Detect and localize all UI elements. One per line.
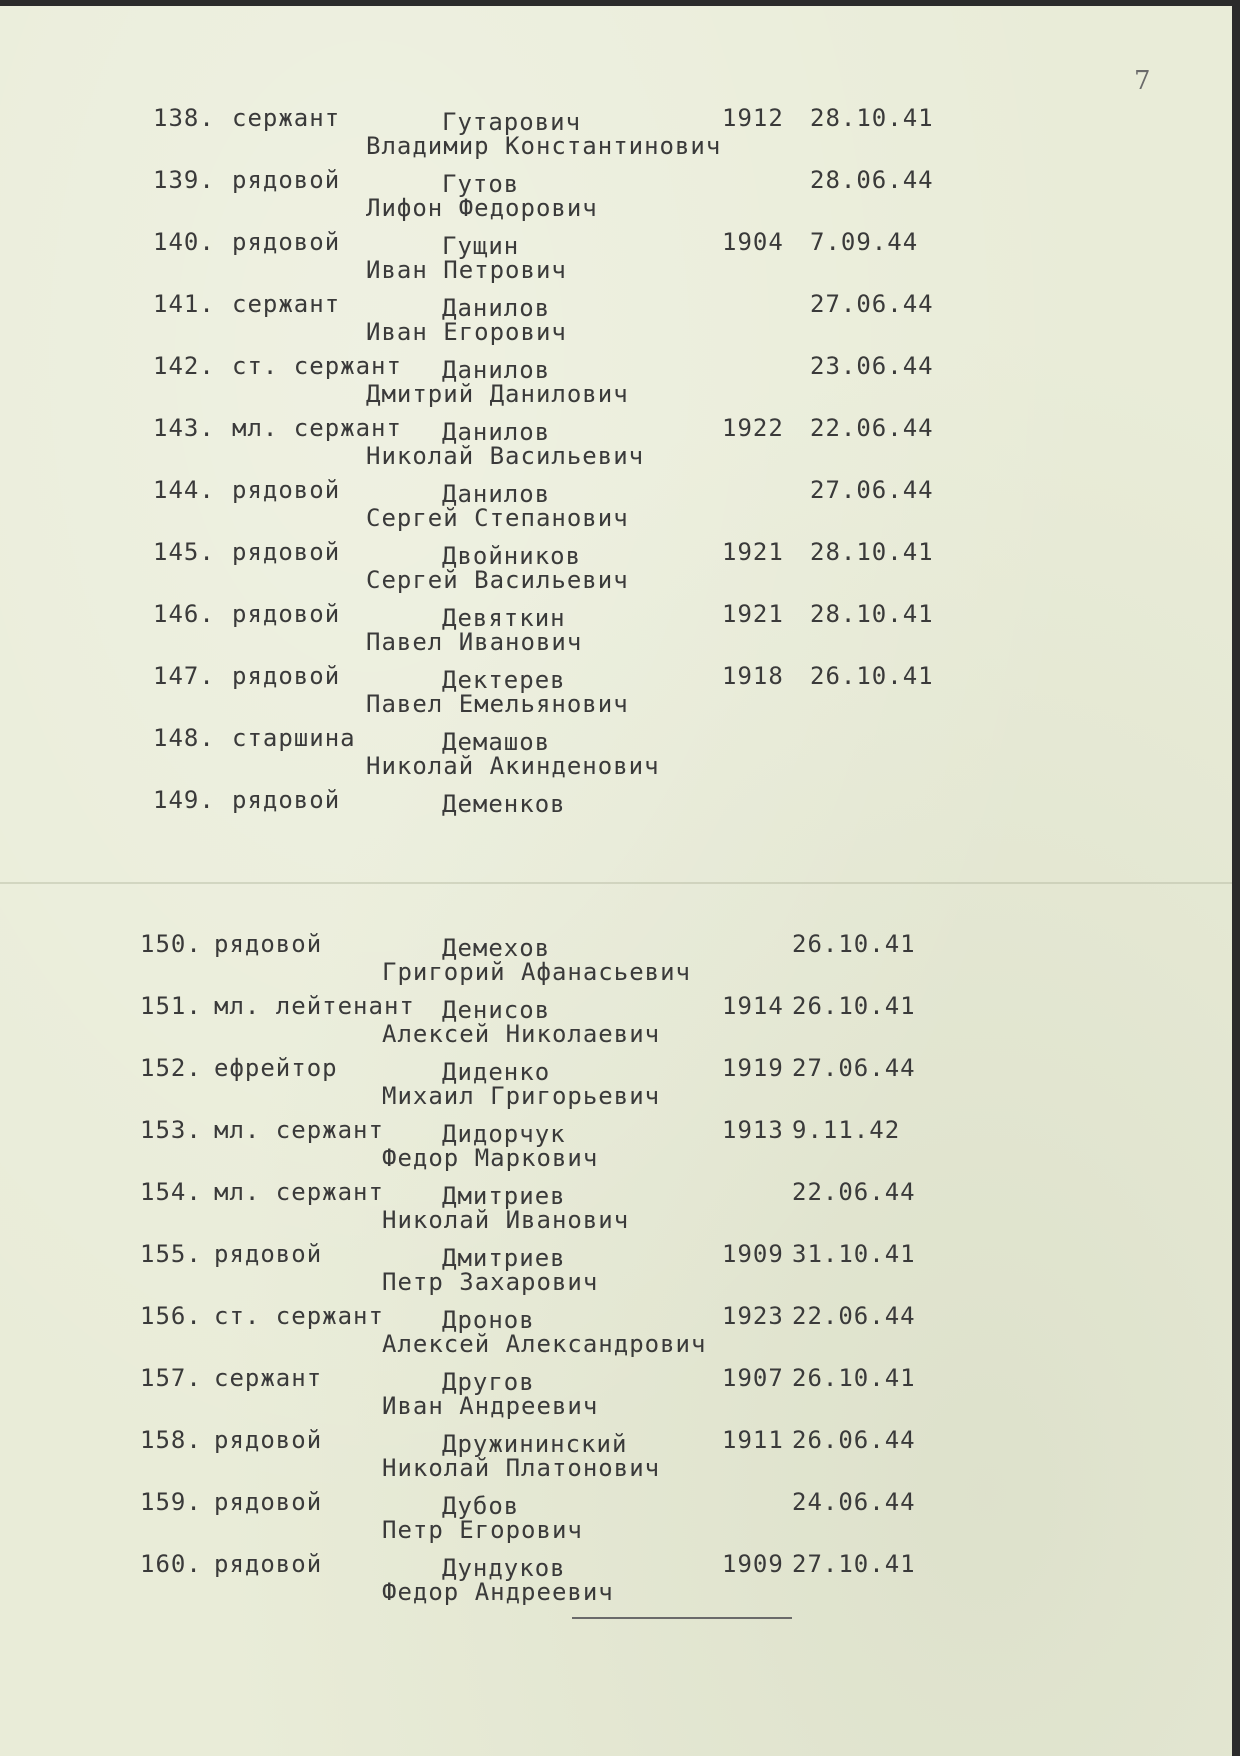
entry-surname: Данилов	[442, 356, 551, 384]
entry-birth-year: 1914	[722, 992, 784, 1020]
list-item	[0, 1178, 1232, 1234]
list-item	[0, 786, 1232, 842]
page-number: 7	[1134, 66, 1151, 96]
entry-number: 157.	[140, 1364, 202, 1392]
entry-number: 146.	[153, 600, 215, 628]
entry-rank: рядовой	[232, 228, 341, 256]
list-item	[0, 662, 1232, 718]
entry-date: 28.10.41	[810, 104, 934, 132]
list-item	[0, 104, 1232, 160]
entry-number: 147.	[153, 662, 215, 690]
entry-birth-year: 1921	[722, 600, 784, 628]
entry-birth-year: 1909	[722, 1550, 784, 1578]
entry-given-name: Григорий Афанасьевич	[382, 958, 691, 986]
entry-given-name: Сергей Васильевич	[366, 566, 629, 594]
entry-rank: ст. сержант	[232, 352, 402, 380]
page-fold-line	[0, 882, 1232, 884]
entry-given-name: Алексей Александрович	[382, 1330, 707, 1358]
entry-surname: Дружининский	[442, 1430, 628, 1458]
entry-rank: рядовой	[214, 1550, 323, 1578]
list-item	[0, 352, 1232, 408]
entry-rank: мл. лейтенант	[214, 992, 415, 1020]
entry-rank: сержант	[214, 1364, 323, 1392]
entry-given-name: Петр Егорович	[382, 1516, 583, 1544]
entry-number: 144.	[153, 476, 215, 504]
entry-rank: рядовой	[232, 600, 341, 628]
entry-given-name: Дмитрий Данилович	[366, 380, 629, 408]
entry-given-name: Николай Васильевич	[366, 442, 645, 470]
entry-birth-year: 1911	[722, 1426, 784, 1454]
entry-surname: Диденко	[442, 1058, 551, 1086]
entry-surname: Демехов	[442, 934, 551, 962]
entry-date: 27.06.44	[792, 1054, 916, 1082]
entry-number: 153.	[140, 1116, 202, 1144]
entry-birth-year: 1922	[722, 414, 784, 442]
entry-rank: рядовой	[232, 538, 341, 566]
list-item	[0, 1550, 1232, 1606]
entry-number: 151.	[140, 992, 202, 1020]
list-item	[0, 600, 1232, 656]
list-item	[0, 290, 1232, 346]
entry-birth-year: 1923	[722, 1302, 784, 1330]
entry-surname: Дундуков	[442, 1554, 566, 1582]
entry-given-name: Сергей Степанович	[366, 504, 629, 532]
entry-number: 149.	[153, 786, 215, 814]
entry-given-name: Алексей Николаевич	[382, 1020, 661, 1048]
entry-surname: Девяткин	[442, 604, 566, 632]
entry-birth-year: 1912	[722, 104, 784, 132]
entry-given-name: Николай Акинденович	[366, 752, 660, 780]
list-item	[0, 1240, 1232, 1296]
entry-date: 22.06.44	[792, 1302, 916, 1330]
entry-date: 26.06.44	[792, 1426, 916, 1454]
entry-surname: Гутов	[442, 170, 520, 198]
entry-surname: Дидорчук	[442, 1120, 566, 1148]
entry-date: 23.06.44	[810, 352, 934, 380]
entry-number: 150.	[140, 930, 202, 958]
entry-rank: ефрейтор	[214, 1054, 338, 1082]
entry-given-name: Федор Андреевич	[382, 1578, 614, 1606]
entry-number: 142.	[153, 352, 215, 380]
entry-number: 148.	[153, 724, 215, 752]
entry-surname: Дронов	[442, 1306, 535, 1334]
entry-rank: сержант	[232, 104, 341, 132]
entry-date: 28.10.41	[810, 538, 934, 566]
entry-rank: старшина	[232, 724, 356, 752]
list-item	[0, 1488, 1232, 1544]
entry-rank: мл. сержант	[232, 414, 402, 442]
list-item	[0, 476, 1232, 532]
entry-given-name: Владимир Константинович	[366, 132, 722, 160]
entry-rank: рядовой	[232, 166, 341, 194]
entry-given-name: Николай Платонович	[382, 1454, 661, 1482]
list-item	[0, 1302, 1232, 1358]
entry-rank: рядовой	[232, 786, 341, 814]
list-item	[0, 166, 1232, 222]
entry-number: 158.	[140, 1426, 202, 1454]
entry-given-name: Иван Егорович	[366, 318, 567, 346]
entry-surname: Деменков	[442, 790, 566, 818]
entry-number: 140.	[153, 228, 215, 256]
list-item	[0, 228, 1232, 284]
list-item	[0, 1426, 1232, 1482]
list-item	[0, 414, 1232, 470]
entry-number: 143.	[153, 414, 215, 442]
entry-given-name: Лифон Федорович	[366, 194, 598, 222]
entry-surname: Гутарович	[442, 108, 582, 136]
entry-rank: рядовой	[214, 1240, 323, 1268]
entry-surname: Данилов	[442, 294, 551, 322]
entry-given-name: Павел Иванович	[366, 628, 583, 656]
entry-surname: Дектерев	[442, 666, 566, 694]
entry-rank: мл. сержант	[214, 1178, 384, 1206]
entry-date: 26.10.41	[792, 1364, 916, 1392]
entry-date: 28.06.44	[810, 166, 934, 194]
entry-given-name: Иван Петрович	[366, 256, 567, 284]
entry-birth-year: 1909	[722, 1240, 784, 1268]
entry-given-name: Николай Иванович	[382, 1206, 630, 1234]
entry-date: 26.10.41	[810, 662, 934, 690]
entry-date: 27.06.44	[810, 476, 934, 504]
entry-rank: рядовой	[214, 1426, 323, 1454]
entry-given-name: Иван Андреевич	[382, 1392, 599, 1420]
entry-number: 154.	[140, 1178, 202, 1206]
entry-number: 138.	[153, 104, 215, 132]
entry-surname: Данилов	[442, 418, 551, 446]
entry-rank: рядовой	[214, 930, 323, 958]
entry-date: 31.10.41	[792, 1240, 916, 1268]
list-item	[0, 1054, 1232, 1110]
entry-birth-year: 1919	[722, 1054, 784, 1082]
entry-rank: сержант	[232, 290, 341, 318]
entry-rank: мл. сержант	[214, 1116, 384, 1144]
entry-birth-year: 1907	[722, 1364, 784, 1392]
entry-date: 22.06.44	[792, 1178, 916, 1206]
entry-given-name: Петр Захарович	[382, 1268, 599, 1296]
entry-number: 156.	[140, 1302, 202, 1330]
entry-number: 145.	[153, 538, 215, 566]
entry-date: 24.06.44	[792, 1488, 916, 1516]
entry-surname: Гущин	[442, 232, 520, 260]
entry-date: 9.11.42	[792, 1116, 901, 1144]
entry-birth-year: 1918	[722, 662, 784, 690]
closing-underline	[572, 1617, 792, 1619]
entry-surname: Двойников	[442, 542, 582, 570]
list-item	[0, 930, 1232, 986]
list-item	[0, 992, 1232, 1048]
entry-number: 155.	[140, 1240, 202, 1268]
entry-number: 141.	[153, 290, 215, 318]
entry-given-name: Павел Емельянович	[366, 690, 629, 718]
entry-birth-year: 1913	[722, 1116, 784, 1144]
entry-birth-year: 1904	[722, 228, 784, 256]
entry-number: 152.	[140, 1054, 202, 1082]
entry-number: 159.	[140, 1488, 202, 1516]
entry-surname: Дмитриев	[442, 1182, 566, 1210]
entry-number: 160.	[140, 1550, 202, 1578]
list-item	[0, 724, 1232, 780]
entry-surname: Дубов	[442, 1492, 520, 1520]
entry-date: 7.09.44	[810, 228, 919, 256]
entry-given-name: Михаил Григорьевич	[382, 1082, 661, 1110]
entry-date: 27.06.44	[810, 290, 934, 318]
entry-surname: Другов	[442, 1368, 535, 1396]
entry-given-name: Федор Маркович	[382, 1144, 599, 1172]
list-item	[0, 1364, 1232, 1420]
list-item	[0, 1116, 1232, 1172]
entry-rank: рядовой	[232, 476, 341, 504]
entry-surname: Данилов	[442, 480, 551, 508]
list-item	[0, 538, 1232, 594]
entry-date: 22.06.44	[810, 414, 934, 442]
entry-birth-year: 1921	[722, 538, 784, 566]
entry-date: 26.10.41	[792, 930, 916, 958]
entry-rank: ст. сержант	[214, 1302, 384, 1330]
entry-rank: рядовой	[214, 1488, 323, 1516]
entry-surname: Дмитриев	[442, 1244, 566, 1272]
entry-rank: рядовой	[232, 662, 341, 690]
entry-surname: Денисов	[442, 996, 551, 1024]
entry-surname: Демашов	[442, 728, 551, 756]
entry-date: 28.10.41	[810, 600, 934, 628]
entry-date: 26.10.41	[792, 992, 916, 1020]
entry-number: 139.	[153, 166, 215, 194]
document-page	[0, 6, 1232, 1756]
entry-date: 27.10.41	[792, 1550, 916, 1578]
